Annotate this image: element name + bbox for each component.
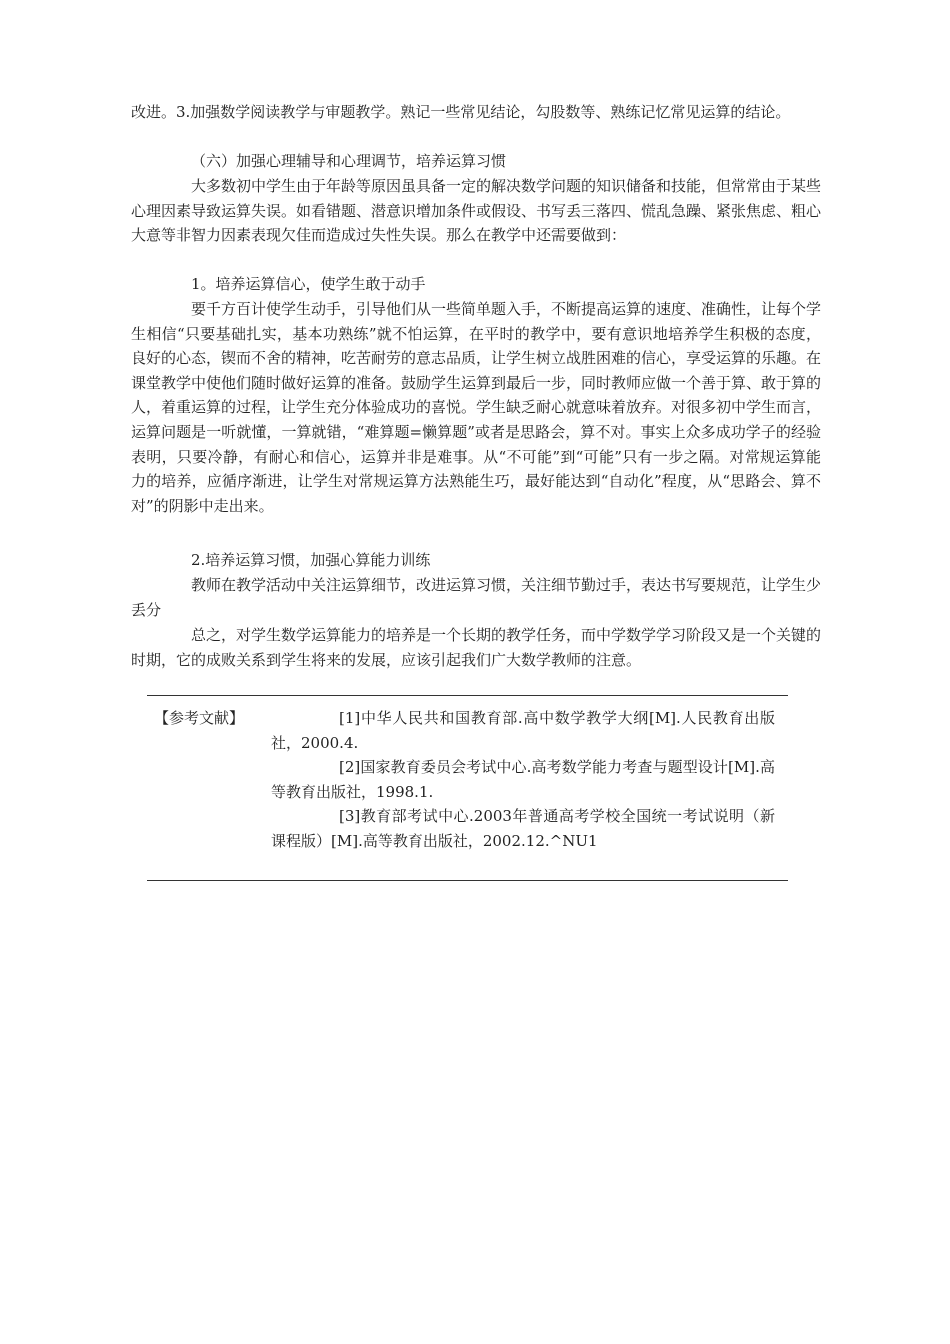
references-top-divider bbox=[147, 695, 788, 696]
paragraph-confidence: 要千方百计使学生动手，引导他们从一些简单题入手，不断提高运算的速度、准确性，让每个学生相信“只要基础扎实，基本功熟练”就不怕运算，在平时的教学中，要有意识地培养学生积极的态度，良好的心态，锲而不舍的精神，吃苦耐劳的意志品质，让学生树立战胜困难的信心，享受运算的乐趣。在课堂教学中使他们随时做好运算的准备。鼓励学生运算到最后一步，同时教师应做一个善于算、敢于算的人，着重运算的过程，让学生充分体验成功的喜悦。学生缺乏耐心就意味着放弃。对很多初中学生而言，运算问题是一听就懂，一算就错，“难算题=懒算题”或者是思路会，算不对。事实上众多成功学子的经验表明，只要冷静，有耐心和信心，运算并非是难事。从“不可能”到“可能”只有一步之隔。对常规运算能力的培养，应循序渐进，让学生对常规运算方法熟能生巧，最好能达到“自动化”程度，从“思路会、算不对”的阴影中走出来。 bbox=[131, 300, 822, 515]
subheading-habits: 2.培养运算习惯，加强心算能力训练 bbox=[191, 551, 431, 569]
references-label: 【参考文献】 bbox=[154, 709, 245, 727]
reference-item-1: [1]中华人民共和国教育部.高中数学教学大纲[M].人民教育出版社，2000.4. bbox=[271, 709, 775, 752]
subheading-confidence: 1。培养运算信心，使学生敢于动手 bbox=[191, 275, 426, 293]
paragraph-psychology-factors: 大多数初中学生由于年龄等原因虽具备一定的解决数学问题的知识储备和技能，但常常由于某些心理因素导致运算失误。如看错题、潜意识增加条件或假设、书写丢三落四、慌乱急躁、紧张焦虑、粗心大意等非智力因素表现欠佳而造成过失性失误。那么在教学中还需要做到： bbox=[131, 177, 822, 245]
paragraph-habits: 教师在教学活动中关注运算细节，改进运算习惯，关注细节勤过手，表达书写要规范，让学生少丢分 bbox=[131, 576, 822, 619]
reference-item-2: [2]国家教育委员会考试中心.高考数学能力考查与题型设计[M].高等教育出版社，1998.1. bbox=[271, 758, 775, 801]
section-heading-six: （六）加强心理辅导和心理调节，培养运算习惯 bbox=[191, 152, 507, 170]
paragraph-conclusion-tips: 改进。3.加强数学阅读教学与审题教学。熟记一些常见结论，勾股数等、熟练记忆常见运算的结论。 bbox=[131, 103, 791, 121]
paragraph-summary: 总之，对学生数学运算能力的培养是一个长期的教学任务，而中学数学学习阶段又是一个关键的时期，它的成败关系到学生将来的发展，应该引起我们广大数学教师的注意。 bbox=[131, 626, 822, 669]
reference-item-3: [3]教育部考试中心.2003年普通高考学校全国统一考试说明（新课程版）[M].高等教育出版社，2002.12.^NU1 bbox=[271, 807, 775, 850]
references-bottom-divider bbox=[147, 880, 788, 881]
